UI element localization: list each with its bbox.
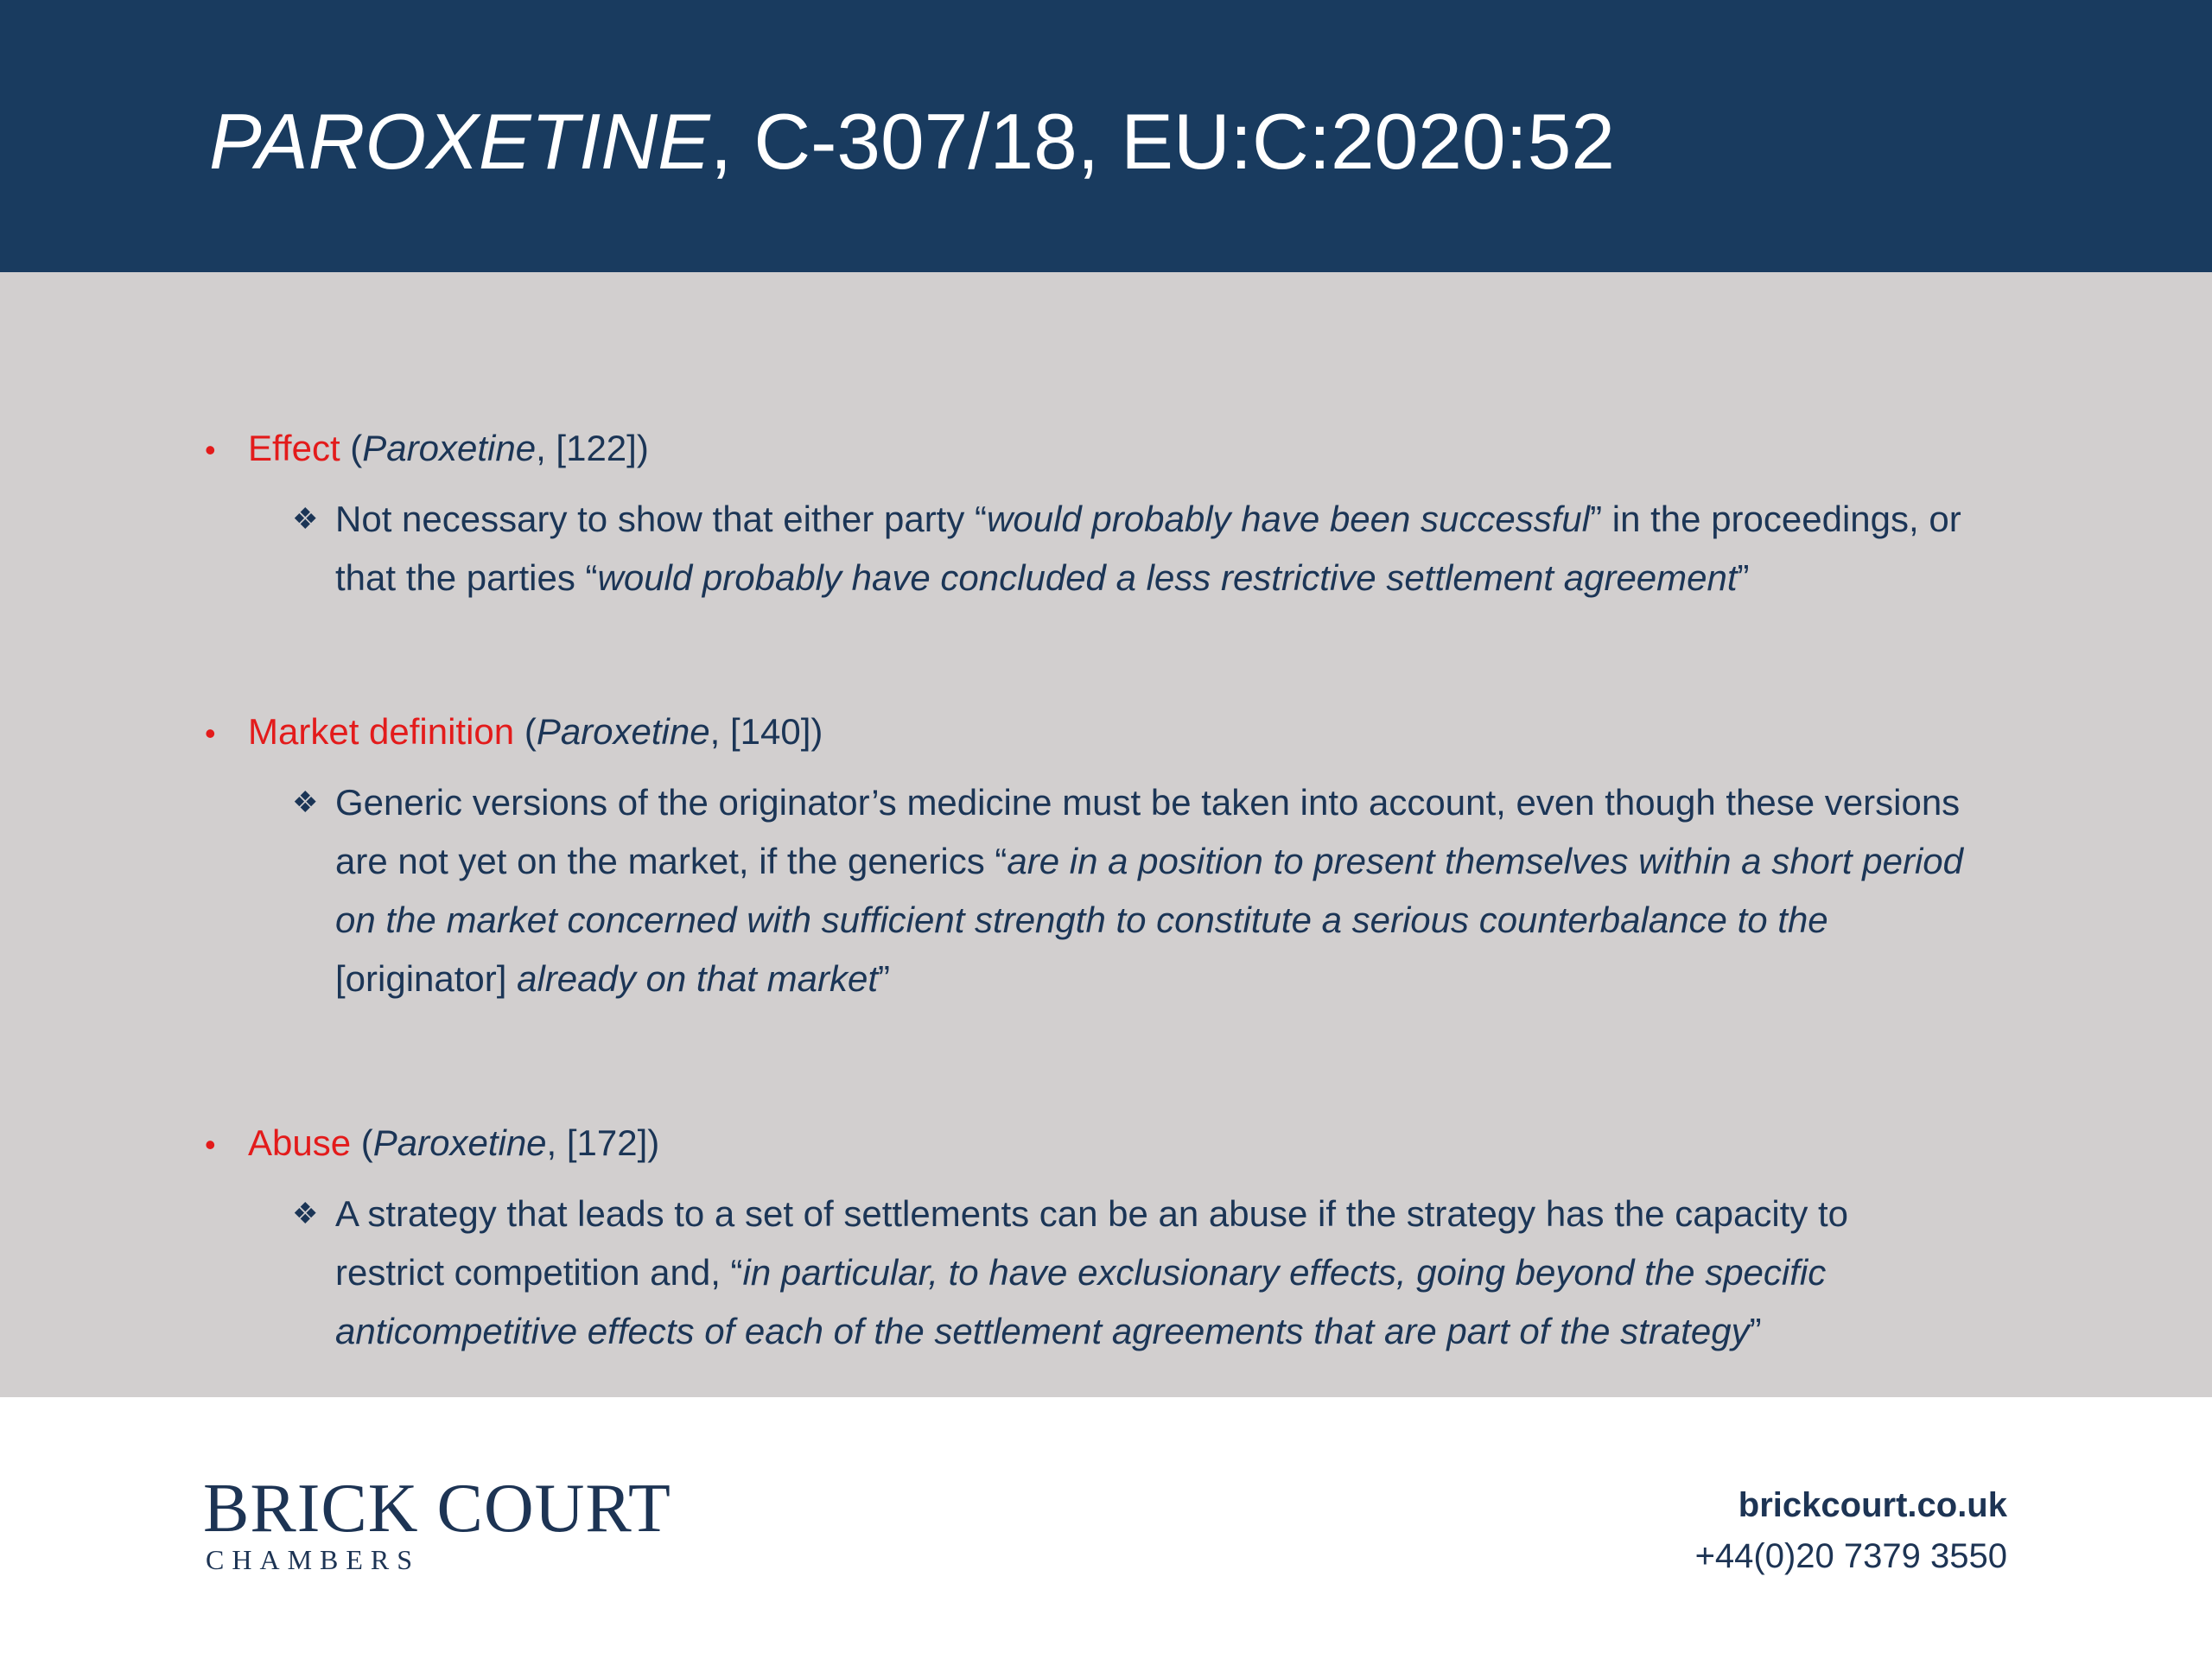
body-text: [originator] — [335, 958, 518, 999]
bullet-heading-label: Effect — [248, 428, 340, 468]
body-text: ” in the proceedings, or — [1590, 499, 1961, 539]
slide-title-italic: PAROXETINE — [209, 99, 710, 186]
diamond-bullet-icon: ❖ — [292, 786, 319, 819]
slide-title-rest: , C-307/18, EU:C:2020:52 — [709, 99, 1615, 186]
body-text: Generic versions of the originator’s medicine must be taken into account, even though these versions — [335, 782, 1961, 823]
brick-court-logo-subtitle: CHAMBERS — [206, 1544, 421, 1575]
cite-open: ( — [351, 1122, 373, 1163]
sub-point-line — [335, 773, 2003, 832]
quoted-text: in particular, to have exclusionary effects, going beyond the specific — [742, 1252, 1827, 1293]
sub-point-line — [335, 832, 2003, 891]
quoted-text: would probably have been successful — [987, 499, 1591, 539]
body-text: Not necessary to show that either party “ — [335, 499, 988, 539]
body-text: ” — [1749, 1311, 1762, 1351]
sub-point-line — [335, 1185, 2003, 1243]
slide-body — [0, 272, 2212, 1397]
quoted-text: anticompetitive effects of each of the settlement agreements that are part of the strategy — [335, 1311, 1750, 1351]
website-link[interactable]: brickcourt.co.uk — [1738, 1486, 2007, 1524]
sub-point-line — [335, 1302, 2003, 1361]
bullet-heading — [205, 1114, 659, 1174]
body-text: ” — [878, 958, 890, 999]
sub-point-text — [335, 490, 2003, 607]
body-text: ” — [1737, 557, 1750, 598]
body-text: are not yet on the market, if the generics “ — [335, 841, 1007, 881]
body-text: that the parties “ — [335, 557, 598, 598]
sub-point-line — [335, 950, 2003, 1008]
cite-case-name: Paroxetine — [536, 711, 710, 752]
cite-case-name: Paroxetine — [372, 1122, 547, 1163]
bullet-heading-label: Market definition — [248, 711, 515, 752]
bullet-marker: • — [205, 715, 216, 751]
cite-open: ( — [340, 428, 363, 468]
sub-point-text — [335, 1185, 2003, 1361]
cite-open: ( — [514, 711, 537, 752]
diamond-bullet-icon: ❖ — [292, 1198, 319, 1230]
sub-point-line — [335, 891, 2003, 950]
brick-court-logo: BRICK COURT — [203, 1471, 671, 1547]
bullet-heading — [205, 702, 823, 763]
sub-point-line — [335, 490, 2003, 549]
sub-point-text — [335, 773, 2003, 1008]
cite-case-name: Paroxetine — [362, 428, 537, 468]
title-bar — [0, 0, 2212, 272]
bullet-marker: • — [205, 1127, 216, 1162]
quoted-text: already on that market — [517, 958, 878, 999]
phone-number: +44(0)20 7379 3550 — [1694, 1537, 2007, 1575]
sub-point-line — [335, 1243, 2003, 1302]
bullet-marker: • — [205, 432, 216, 467]
slide-title — [209, 95, 1615, 190]
cite-paragraph: , [172]) — [546, 1122, 660, 1163]
body-text: A strategy that leads to a set of settlements can be an abuse if the strategy has the capacity to — [335, 1193, 1849, 1234]
bullet-heading — [205, 419, 649, 480]
quoted-text: would probably have concluded a less restrictive settlement agreement — [597, 557, 1738, 598]
quoted-text: on the market concerned with sufficient strength to constitute a serious counterbalance to the — [335, 899, 1828, 940]
diamond-bullet-icon: ❖ — [292, 503, 319, 536]
bullet-heading-label: Abuse — [248, 1122, 352, 1163]
quoted-text: are in a position to present themselves within a short period — [1007, 841, 1963, 881]
cite-paragraph: , [140]) — [709, 711, 823, 752]
cite-paragraph: , [122]) — [536, 428, 649, 468]
sub-point-line — [335, 549, 2003, 607]
body-text: restrict competition and, “ — [335, 1252, 743, 1293]
